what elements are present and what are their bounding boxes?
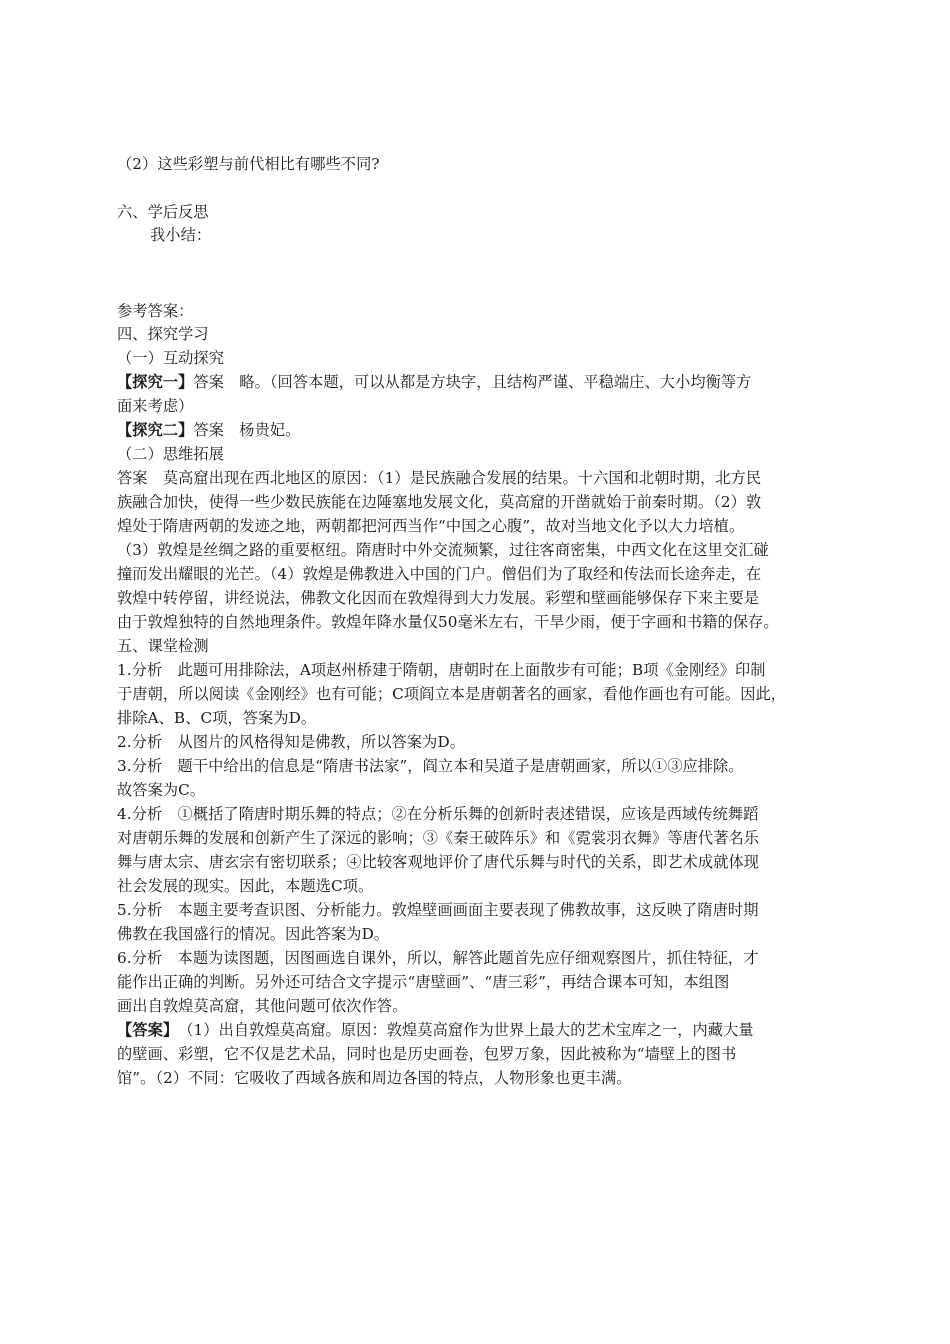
final-answer-tag: 【答案】 <box>117 1021 171 1039</box>
thinking-line: 煌处于隋唐两朝的发迹之地，两朝都把河西当作“中国之心腹”，故对当地文化予以大力培植。 <box>117 517 745 535</box>
thinking-line: 敦煌中转停留，讲经说法，佛教文化因而在敦煌得到大力发展。彩塑和壁画能够保存下来主要是 <box>117 589 760 607</box>
final-answer-text: （1）出自敦煌莫高窟。原因：敦煌莫高窟作为世界上最大的艺术宝库之一，内藏大量 <box>170 1021 754 1039</box>
final-answer-line-2: 的壁画、彩塑，它不仅是艺术品，同时也是历史画卷，包罗万象，因此被称为“墙壁上的图书 <box>117 1045 737 1063</box>
analysis-line: 对唐朝乐舞的发展和创新产生了深远的影响；③《秦王破阵乐》和《霓裳羽衣舞》等唐代著名乐 <box>117 829 760 847</box>
explore-1-text: 答案 略。（回答本题，可以从都是方块字，且结构严谨、平稳端庄、大小均衡等方 <box>193 373 752 391</box>
section-4-title: 四、探究学习 <box>117 325 209 343</box>
analysis-line: 3.分析 题干中给出的信息是“隋唐书法家”，阎立本和吴道子是唐朝画家，所以①③应排除。 <box>117 757 744 775</box>
analysis-line: 1.分析 此题可用排除法，A项赵州桥建于隋朝，唐朝时在上面散步有可能；B项《金刚经》印制 <box>117 661 766 679</box>
thinking-line: （3）敦煌是丝绸之路的重要枢纽。隋唐时中外交流频繁，过往客商密集，中西文化在这里交汇碰 <box>117 541 769 559</box>
analysis-line: 画出自敦煌莫高窟，其他问题可依次作答。 <box>117 997 408 1015</box>
analysis-line: 能作出正确的判断。另外还可结合文字提示“唐壁画”、“唐三彩”，再结合课本可知，本组图 <box>117 973 730 991</box>
section-5-title: 五、课堂检测 <box>117 637 209 655</box>
analysis-line: 4.分析 ①概括了隋唐时期乐舞的特点；②在分析乐舞的创新时表述错误，应该是西域传统舞蹈 <box>117 805 759 823</box>
explore-1-line-1 <box>117 371 852 393</box>
thinking-line: 由于敦煌独特的自然地理条件。敦煌年降水量仅50毫米左右，干旱少雨，便于字画和书籍的保存。 <box>117 613 779 631</box>
reference-answers-title: 参考答案： <box>117 302 194 320</box>
analysis-line: 舞与唐太宗、唐玄宗有密切联系；④比较客观地评价了唐代乐舞与时代的关系，即艺术成就体现 <box>117 853 760 871</box>
explore-1-line-2: 面来考虑） <box>117 397 194 415</box>
subsection-2-title: （二）思维拓展 <box>117 445 225 463</box>
thinking-line: 答案 莫高窟出现在西北地区的原因：（1）是民族融合发展的结果。十六国和北朝时期，北方民 <box>117 469 762 487</box>
analysis-line: 排除A、B、C项，答案为D。 <box>117 709 317 727</box>
explore-1-tag: 【探究一】 <box>117 373 194 391</box>
explore-2-line <box>117 419 852 441</box>
analysis-line: 于唐朝，所以阅读《金刚经》也有可能；C项阎立本是唐朝著名的画家，看他作画也有可能。因此， <box>117 685 787 703</box>
explore-2-text: 答案 杨贵妃。 <box>193 421 301 439</box>
section-6-title: 六、学后反思 <box>117 203 209 221</box>
analysis-line: 社会发展的现实。因此，本题选C项。 <box>117 877 374 895</box>
final-answer-line-1 <box>117 1019 852 1041</box>
explore-2-tag: 【探究二】 <box>117 421 194 439</box>
thinking-line: 族融合加快，使得一些少数民族能在边陲塞地发展文化，莫高窟的开凿就始于前秦时期。（2）敦 <box>117 493 762 511</box>
analysis-line: 佛教在我国盛行的情况。因此答案为D。 <box>117 925 390 943</box>
analysis-line: 5.分析 本题主要考查识图、分析能力。敦煌壁画画面主要表现了佛教故事，这反映了隋唐时期 <box>117 901 759 919</box>
subsection-1-title: （一）互动探究 <box>117 349 225 367</box>
analysis-line: 2.分析 从图片的风格得知是佛教，所以答案为D。 <box>117 733 466 751</box>
analysis-line: 6.分析 本题为读图题，因图画选自课外，所以，解答此题首先应仔细观察图片，抓住特征，才 <box>117 949 759 967</box>
my-summary-label: 我小结： <box>150 226 212 244</box>
final-answer-line-3: 馆”。（2）不同：它吸收了西域各族和周边各国的特点，人物形象也更丰满。 <box>117 1069 632 1087</box>
analysis-line: 故答案为C。 <box>117 781 206 799</box>
question-2: （2）这些彩塑与前代相比有哪些不同? <box>117 155 380 173</box>
thinking-line: 撞而发出耀眼的光芒。（4）敦煌是佛教进入中国的门户。僧侣们为了取经和传法而长途奔走，在 <box>117 565 762 583</box>
